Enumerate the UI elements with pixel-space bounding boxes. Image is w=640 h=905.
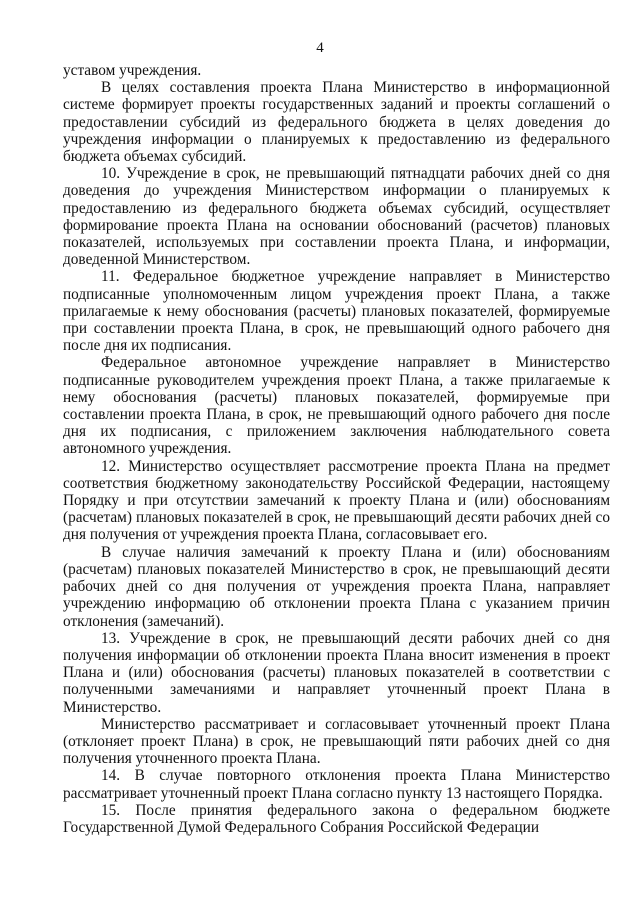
page-number: 4: [316, 40, 324, 56]
paragraph-item-14: 14. В случае повторного отклонения проекта Плана Министерство рассматривает уточненный проект Плана согласно пункту 13 настоящего Порядка.: [63, 767, 610, 802]
paragraph-item-12: 12. Министерство осуществляет рассмотрение проекта Плана на предмет соответствия бюджетному законодательству Российской Федерации, настоящему Порядку и при отсутствии замечаний к проекту Плана и (или) обоснованиям (расчетам) плановых показателей в срок, не превышающий десяти рабочих дней со дня получения от учреждения проекта Плана, согласовывает его.: [63, 457, 610, 544]
paragraph-item-13: 13. Учреждение в срок, не превышающий десяти рабочих дней со дня получения информации об отклонении проекта Плана вносит изменения в проект Плана и (или) обоснования (расчеты) плановых показателей в соответствии с полученными замечаниями и направляет уточненный проект Плана в Министерство.: [63, 629, 610, 716]
paragraph: Федеральное автономное учреждение направляет в Министерство подписанные руководителем учреждения проект Плана, а также прилагаемые к нему обоснования (расчеты) плановых показателей, формируемые при составлении проекта Плана, в срок, не превышающий одного рабочего дня после дня их подписания, с приложением заключения наблюдательного совета автономного учреждения.: [63, 354, 610, 458]
paragraph: В целях составления проекта Плана Министерство в информационной системе формирует проекты государственных заданий и проекты соглашений о предоставлении субсидий из федерального бюджета в целях доведения до учреждения информации о планируемых к предоставлению из федерального бюджета объемах субсидий.: [63, 79, 610, 166]
paragraph-item-15: 15. После принятия федерального закона о федеральном бюджете Государственной Думой Федерального Собрания Российской Федерации: [63, 801, 610, 836]
paragraph-item-11: 11. Федеральное бюджетное учреждение направляет в Министерство подписанные уполномоченным лицом учреждения проект Плана, а также прилагаемые к нему обоснования (расчеты) плановых показателей, формируемые при составлении проекта Плана, в срок, не превышающий одного рабочего дня после дня их подписания.: [63, 268, 610, 355]
paragraph-continuation: уставом учреждения.: [63, 62, 202, 79]
paragraph: Министерство рассматривает и согласовывает уточненный проект Плана (отклоняет проект Плана) в срок, не превышающий пяти рабочих дней со дня получения уточненного проекта Плана.: [63, 715, 610, 768]
paragraph-item-10: 10. Учреждение в срок, не превышающий пятнадцати рабочих дней со дня доведения до учреждения Министерством информации о планируемых к предоставлению из федерального бюджета объемах субсидий, осуществляет формирование проекта Плана на основании обоснований (расчетов) плановых показателей, используемых при составлении проекта Плана, и информации, доведенной Министерством.: [63, 165, 610, 269]
document-body: [63, 62, 610, 836]
paragraph: В случае наличия замечаний к проекту Плана и (или) обоснованиям (расчетам) плановых показателей Министерство в срок, не превышающий десяти рабочих дней со дня получения от учреждения проекта Плана, направляет учреждению информацию об отклонении проекта Плана с указанием причин отклонения (замечаний).: [63, 543, 610, 630]
